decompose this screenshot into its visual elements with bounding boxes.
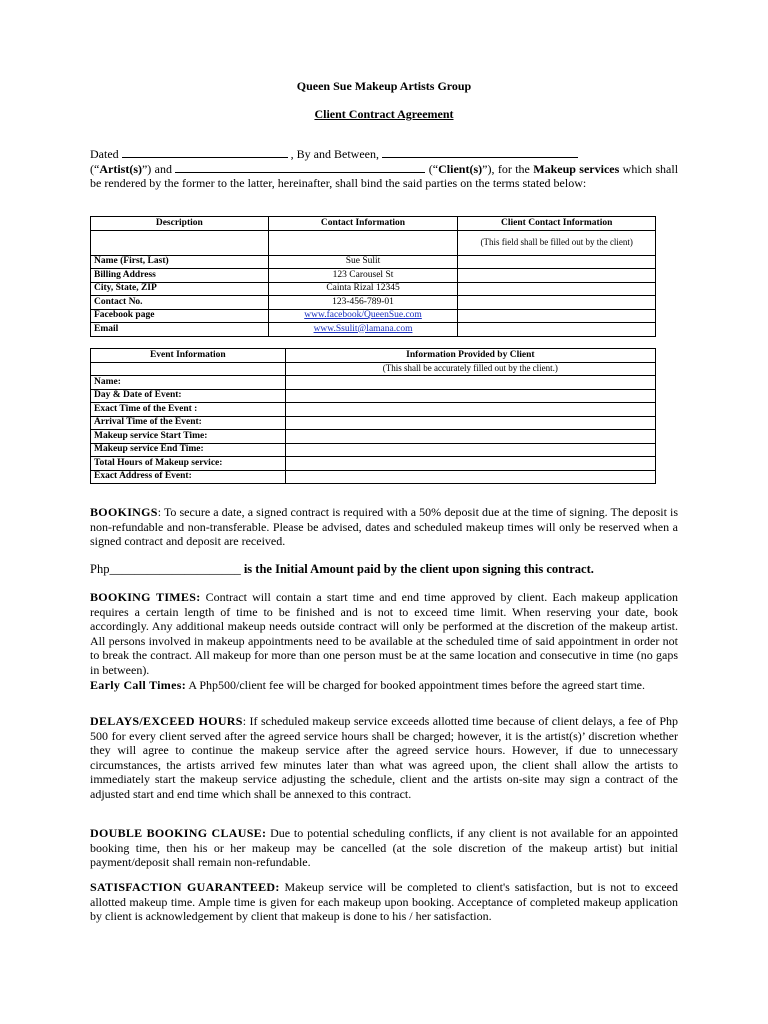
table-row: City, State, ZIP Cainta Rizal 12345	[91, 282, 656, 296]
event-input-cell[interactable]	[285, 430, 655, 444]
event-input-cell[interactable]	[285, 457, 655, 471]
client-input-cell[interactable]	[458, 255, 656, 269]
intro-rest: which shall be rendered by the former to the latter, hereinafter, shall bind the said parties on the terms stated below:	[90, 161, 679, 191]
event-input-cell[interactable]	[285, 470, 655, 484]
table-row: Email www.Ssulit@lamana.com	[91, 323, 656, 337]
booking-times-heading: BOOKING TIMES:	[90, 590, 201, 604]
table-row: Makeup service End Time:	[91, 443, 656, 457]
table-row: Facebook page www.facebook/QueenSue.com	[91, 309, 656, 323]
event-input-cell[interactable]	[285, 416, 655, 430]
client-field-note: (This field shall be filled out by the client)	[458, 230, 656, 255]
event-header-info: Event Information	[91, 349, 286, 363]
client-input-cell[interactable]	[458, 323, 656, 337]
table-row: Arrival Time of the Event:	[91, 416, 656, 430]
client-blank[interactable]	[175, 162, 425, 173]
facebook-link[interactable]: www.facebook/QueenSue.com	[304, 310, 422, 320]
table-row: Makeup service Start Time:	[91, 430, 656, 444]
delays-heading: DELAYS/EXCEED HOURS	[90, 714, 243, 728]
amount-blank[interactable]: _____________________	[109, 562, 241, 576]
event-input-cell[interactable]	[285, 403, 655, 417]
contact-header-description: Description	[91, 217, 269, 231]
table-row: Exact Address of Event:	[91, 470, 656, 484]
client-input-cell[interactable]	[458, 309, 656, 323]
makeup-services-label: Makeup services	[533, 161, 620, 176]
bookings-heading: BOOKINGS	[90, 505, 158, 519]
table-row: Name:	[91, 376, 656, 390]
event-input-cell[interactable]	[285, 376, 655, 390]
satisfaction-heading: SATISFACTION GUARANTEED:	[90, 880, 280, 894]
double-booking-heading: DOUBLE BOOKING CLAUSE:	[90, 826, 267, 840]
dated-label: Dated	[90, 147, 119, 161]
booking-times-text: Contract will contain a start time and end time approved by client. Each makeup application requires a certain length of time to be finished and is not to exceed time limit. When reserving your date, book accordingly. Any additional makeup needs outside contract will only be performed at the discretion of the makeup artist. All persons involved in makeup appointments need to be available at the scheduled time of said appointment in order not to break the contract. All makeup for more than one person must be at the same location and consecutive in time (no gaps in between).	[90, 590, 678, 677]
booking-times-section	[90, 590, 678, 692]
table-row: Day & Date of Event:	[91, 389, 656, 403]
table-row: Billing Address 123 Carousel St	[91, 269, 656, 283]
document-title: Client Contract Agreement	[314, 107, 454, 121]
artist-blank[interactable]	[382, 147, 578, 158]
double-booking-text: Due to potential scheduling conflicts, if any client is not available for an appointed booking time, then his or her makeup may be cancelled (at the sole discretion of the makeup artist) but initial payment/deposit shall remain non-refundable.	[90, 826, 678, 870]
client-input-cell[interactable]	[458, 296, 656, 310]
event-field-note: (This shall be accurately filled out by the client.)	[285, 362, 655, 376]
event-input-cell[interactable]	[285, 443, 655, 457]
early-call-text: A Php500/client fee will be charged for booked appointment times before the agreed start time.	[186, 677, 645, 692]
date-blank[interactable]	[122, 147, 288, 158]
early-call-heading: Early Call Times:	[90, 677, 186, 692]
initial-amount-text: is the Initial Amount paid by the client upon signing this contract.	[240, 562, 594, 576]
delays-text: : If scheduled makeup service exceeds allotted time because of client delays, a fee of Php 500 for every client served after the agreed service hours shall be charged; however, it is the artist(s)’ discretion whether they will agree to continue the makeup service after the agreed service hours. However, if due to unnecessary circumstances, the artists arrived few minutes later than what was agreed upon, the client shall allow the artists to immediately start the makeup service adjusting the schedule, client and the artists on-site may sign a contract of the adjusted start and end time which shall be annexed to this contract.	[90, 714, 678, 801]
contact-information-table	[90, 216, 656, 337]
table-row: Exact Time of the Event :	[91, 403, 656, 417]
table-row: Contact No. 123-456-789-01	[91, 296, 656, 310]
client-input-cell[interactable]	[458, 282, 656, 296]
bookings-text: : To secure a date, a signed contract is required with a 50% deposit due at the time of signing. The deposit is non-refundable and non-transferable. Please be advised, dates and scheduled makeup times will only be reserved when a signed contract and deposit are received.	[90, 505, 678, 549]
event-header-client: Information Provided by Client	[285, 349, 655, 363]
table-row: Total Hours of Makeup service:	[91, 457, 656, 471]
by-between-label: , By and Between,	[290, 147, 379, 161]
bookings-section	[90, 505, 678, 549]
company-name: Queen Sue Makeup Artists Group	[296, 79, 472, 93]
contact-header-client: Client Contact Information	[458, 217, 656, 231]
email-link[interactable]: www.Ssulit@lamana.com	[313, 323, 413, 334]
delays-section	[90, 714, 678, 802]
php-prefix: Php	[90, 562, 110, 576]
intro-paragraph: Dated , By and Between, (“Artist(s)”) and (“Client(s)”), for the Makeup services which shall be rendered by the former to the latter, hereinafter, shall bind the said parties on the terms stated below:	[90, 147, 679, 191]
contact-header-contact: Contact Information	[268, 217, 458, 231]
client-label: Client(s)	[438, 161, 483, 176]
event-information-table	[90, 348, 656, 484]
client-input-cell[interactable]	[458, 269, 656, 283]
satisfaction-text: Makeup service will be completed to client's satisfaction, but is not to exceed allotted makeup time. Ample time is given for each makeup upon booking. Acceptance of completed makeup application by client is acknowledgement by client that makeup is done to his / her satisfaction.	[90, 880, 679, 924]
artist-label: Artist(s)	[99, 161, 142, 176]
satisfaction-section	[90, 880, 678, 924]
table-row: Name (First, Last) Sue Sulit	[91, 255, 656, 269]
double-booking-section	[90, 826, 678, 870]
initial-amount-line	[90, 562, 678, 577]
event-input-cell[interactable]	[285, 389, 655, 403]
